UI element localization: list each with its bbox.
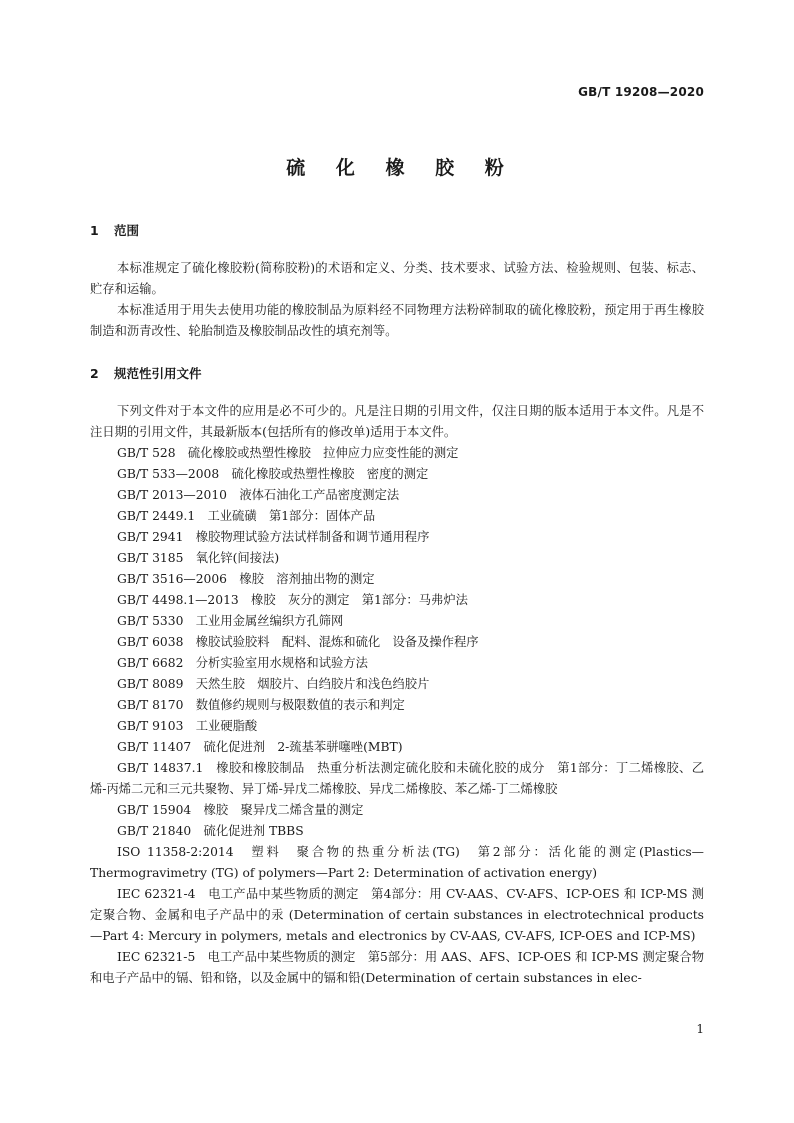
reference-title: 硫化橡胶或热塑性橡胶 拉伸应力应变性能的测定 [187, 446, 459, 460]
reference-item [90, 653, 704, 674]
reference-title: 硫化橡胶或热塑性橡胶 密度的测定 [231, 467, 429, 481]
section-title: 规范性引用文件 [114, 366, 202, 381]
reference-code: GB/T 9103 [117, 719, 184, 733]
section-number: 1 [90, 223, 99, 238]
reference-code: GB/T 21840 [117, 824, 192, 838]
reference-item [90, 527, 704, 548]
reference-code: GB/T 2449.1 [117, 509, 196, 523]
reference-code: GB/T 533—2008 [117, 467, 220, 481]
reference-code: IEC 62321-4 [117, 887, 196, 901]
reference-title: 塑料 聚合物的热重分析法(TG) 第2部分：活化能的测定(Plastics—Thermogravimetry (TG) of polymers—Part 2: Determination of activation energy) [90, 845, 704, 880]
reference-item [90, 485, 704, 506]
reference-code: GB/T 6038 [117, 635, 184, 649]
reference-code: IEC 62321-5 [117, 950, 196, 964]
reference-item [90, 758, 704, 800]
reference-title: 电工产品中某些物质的测定 第5部分：用 AAS、AFS、ICP-OES 和 ICP-MS 测定聚合物和电子产品中的镉、铅和铬，以及金属中的镉和铅(Determination of certain substances in elec- [90, 950, 704, 985]
reference-item [90, 674, 704, 695]
reference-title: 工业硬脂酸 [195, 719, 258, 733]
reference-title: 电工产品中某些物质的测定 第4部分：用 CV-AAS、CV-AFS、ICP-OES 和 ICP-MS 测定聚合物、金属和电子产品中的汞 (Determination of certain substances in electrotechnical products —Part 4: Mercury in polymers, metals and electronics by CV-AAS, CV-AFS, ICP-OES and ICP-MS) [90, 887, 708, 943]
reference-title: 橡胶试验胶料 配料、混炼和硫化 设备及操作程序 [195, 635, 479, 649]
reference-item [90, 884, 708, 947]
reference-code: GB/T 2013—2010 [117, 488, 227, 502]
reference-code: GB/T 15904 [117, 803, 192, 817]
reference-item [90, 800, 704, 821]
reference-title: 天然生胶 烟胶片、白绉胶片和浅色绉胶片 [195, 677, 430, 691]
reference-title: 橡胶 灰分的测定 第1部分：马弗炉法 [251, 593, 468, 607]
reference-code: GB/T 8170 [117, 698, 184, 712]
reference-title: 分析实验室用水规格和试验方法 [195, 656, 368, 670]
reference-item [90, 569, 704, 590]
reference-code: GB/T 4498.1—2013 [117, 593, 239, 607]
document-title: 硫 化 橡 胶 粉 [286, 157, 516, 179]
reference-item [90, 695, 704, 716]
reference-title: 橡胶 溶剂抽出物的测定 [239, 572, 375, 586]
section-title: 范围 [114, 223, 140, 238]
reference-title: 工业用金属丝编织方孔筛网 [195, 614, 344, 628]
normative-reference-list [90, 443, 708, 989]
reference-title: 液体石油化工产品密度测定法 [239, 488, 400, 502]
reference-title: 数值修约规则与极限数值的表示和判定 [195, 698, 405, 712]
reference-code: GB/T 14837.1 [117, 761, 204, 775]
reference-code: ISO 11358-2:2014 [117, 845, 234, 859]
standard-code: GB/T 19208—2020 [578, 85, 704, 99]
reference-item [90, 590, 704, 611]
reference-title: 硫化促进剂 2-巯基苯骈噻唑(MBT) [203, 740, 403, 754]
reference-item [90, 611, 704, 632]
page-number: 1 [696, 1022, 704, 1036]
reference-title: 橡胶物理试验方法试样制备和调节通用程序 [195, 530, 430, 544]
reference-item [90, 506, 704, 527]
reference-code: GB/T 3516—2006 [117, 572, 227, 586]
reference-title: 氧化锌(间接法) [195, 551, 280, 565]
document-body [90, 221, 708, 989]
section-number: 2 [90, 366, 99, 381]
reference-code: GB/T 8089 [117, 677, 184, 691]
section-1-heading [90, 221, 704, 241]
references-intro-paragraph: 下列文件对于本文件的应用是必不可少的。凡是注日期的引用文件，仅注日期的版本适用于本文件。凡是不注日期的引用文件，其最新版本(包括所有的修改单)适用于本文件。 [90, 404, 704, 439]
reference-item [90, 821, 704, 842]
reference-title: 工业硫磺 第1部分：固体产品 [207, 509, 376, 523]
reference-code: GB/T 5330 [117, 614, 184, 628]
reference-code: GB/T 11407 [117, 740, 192, 754]
section-2-heading [90, 364, 704, 384]
reference-item [90, 947, 704, 989]
reference-item [90, 716, 704, 737]
reference-title: 橡胶和橡胶制品 热重分析法测定硫化胶和未硫化胶的成分 第1部分：丁二烯橡胶、乙烯-丙烯二元和三元共聚物、异丁烯-异戊二烯橡胶、异戊二烯橡胶、苯乙烯-丁二烯橡胶 [90, 761, 704, 796]
reference-item [90, 443, 704, 464]
reference-item [90, 737, 704, 758]
reference-item [90, 632, 704, 653]
scope-paragraph: 本标准规定了硫化橡胶粉(简称胶粉)的术语和定义、分类、技术要求、试验方法、检验规则、包装、标志、贮存和运输。 [90, 261, 704, 296]
scope-paragraph: 本标准适用于用失去使用功能的橡胶制品为原料经不同物理方法粉碎制取的硫化橡胶粉，预定用于再生橡胶制造和沥青改性、轮胎制造及橡胶制品改性的填充剂等。 [90, 303, 704, 338]
reference-code: GB/T 6682 [117, 656, 184, 670]
reference-title: 橡胶 聚异戊二烯含量的测定 [203, 803, 364, 817]
reference-title: 硫化促进剂 TBBS [203, 824, 304, 838]
reference-item [90, 842, 704, 884]
reference-item [90, 464, 704, 485]
reference-code: GB/T 2941 [117, 530, 184, 544]
reference-code: GB/T 3185 [117, 551, 184, 565]
reference-code: GB/T 528 [117, 446, 176, 460]
reference-item [90, 548, 704, 569]
